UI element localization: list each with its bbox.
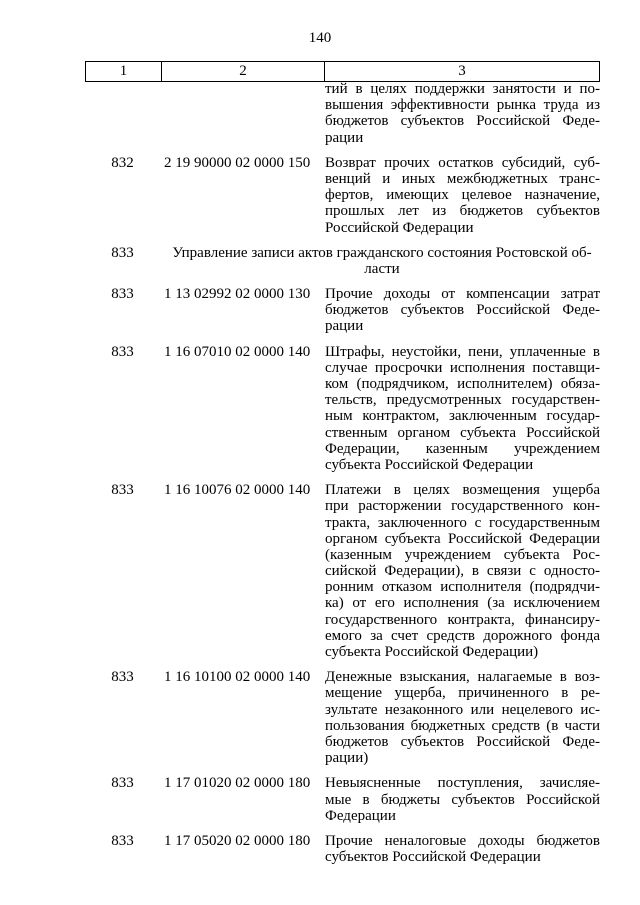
table-body: [85, 81, 600, 865]
description-line: Федерации: [325, 807, 396, 824]
description-line: бюджетов субъектов Российской Феде-: [325, 113, 600, 130]
description-line: случае просрочки исполнения поставщи-: [325, 359, 600, 376]
description-line: тий в целях поддержки занятости и по-: [325, 81, 600, 97]
page-number: 140: [308, 30, 332, 46]
budget-code-cell: 2 19 90000 02 0000 150: [164, 154, 311, 171]
description-line: Федерации, казенным учреждением: [325, 440, 600, 457]
budget-code-cell: 1 16 10076 02 0000 140: [164, 482, 311, 499]
description-line: прошлых лет из бюджетов субъектов: [325, 203, 600, 220]
description-line: тракта, заключенного с государственным: [325, 514, 600, 531]
description-line: пользования бюджетных средств (в части: [325, 717, 600, 734]
description-line: рации: [325, 129, 364, 146]
budget-code-cell: 1 17 01020 02 0000 180: [164, 775, 311, 792]
description-line: емого за счет средств дорожного фонда: [325, 627, 600, 644]
description-line: бюджетов субъектов Российской Феде-: [325, 302, 600, 319]
budget-code-cell: 1 13 02992 02 0000 130: [164, 286, 311, 303]
description-cell: [322, 286, 600, 335]
table-row: [85, 482, 600, 660]
section-title-line: ласти: [364, 260, 400, 277]
admin-code-cell: 832: [111, 154, 134, 171]
description-line: субъектов Российской Федерации: [325, 849, 541, 866]
section-row: [85, 245, 600, 277]
description-line: тельств, предусмотренных государствен-: [325, 392, 600, 409]
header-col-2: 2: [162, 62, 325, 82]
admin-code-cell: 833: [111, 775, 134, 792]
description-line: венций и иных межбюджетных транс-: [325, 170, 600, 187]
description-line: рации): [325, 750, 369, 767]
description-line: Невыясненные поступления, зачисляе-: [325, 775, 600, 792]
description-line: государственного контракта, финансиру-: [325, 611, 600, 628]
description-line: Прочие доходы от компенсации затрат: [325, 286, 600, 303]
description-line: вышения эффективности рынка труда из: [325, 97, 600, 114]
description-line: Платежи в целях возмещения ущерба: [325, 482, 600, 499]
description-line: ственным органом субъекта Российской: [325, 424, 600, 441]
description-cell: [322, 669, 600, 766]
description-line: Штрафы, неустойки, пени, уплаченные в: [325, 343, 600, 360]
budget-code-cell: 1 16 10100 02 0000 140: [164, 669, 311, 686]
description-line: мые в бюджеты субъектов Российской: [325, 791, 600, 808]
description-line: Денежные взыскания, налагаемые в воз-: [325, 669, 600, 686]
description-line: Возврат прочих остатков субсидий, суб-: [325, 154, 600, 171]
table-row: [85, 344, 600, 474]
description-line: субъекта Российской Федерации: [325, 456, 534, 473]
table-row: [85, 155, 600, 236]
description-line: ком (подрядчиком, исполнителем) обяза-: [325, 376, 600, 392]
budget-code-cell: 1 16 07010 02 0000 140: [164, 343, 311, 360]
budget-code-cell: 1 17 05020 02 0000 180: [164, 832, 311, 849]
admin-code-cell: 833: [111, 832, 134, 849]
description-cell: [322, 344, 600, 474]
header-col-1: 1: [86, 62, 162, 82]
description-line: рации: [325, 318, 364, 335]
table-row-continuation: [85, 81, 600, 146]
description-line: ка) от его исполнения (за исключением: [325, 595, 600, 612]
description-line: фертов, имеющих целевое назначение,: [325, 187, 600, 204]
description-line: ным контрактом, заключенным государ-: [325, 408, 600, 425]
description-line: зультате незаконного или нецелевого ис-: [325, 701, 600, 718]
admin-code-cell: 833: [111, 482, 134, 499]
description-cell: [322, 833, 600, 865]
section-title-line: Управление записи актов гражданского состояния Ростовской об-: [172, 244, 592, 261]
admin-code-cell: 833: [111, 669, 134, 686]
admin-code-cell: 833: [111, 286, 134, 303]
budget-code-cell: [160, 81, 322, 146]
admin-code-cell: 833: [111, 244, 134, 261]
admin-code-cell: [85, 81, 160, 146]
description-line: сийской Федерации), в связи с односто-: [325, 563, 600, 580]
description-line: Российской Федерации: [325, 219, 474, 236]
table-row: [85, 286, 600, 335]
description-line: (казенным учреждением субъекта Рос-: [325, 546, 600, 563]
description-cell: [322, 155, 600, 236]
description-cell: [322, 775, 600, 824]
description-line: органом субъекта Российской Федерации: [325, 530, 600, 547]
description-line: ронним отказом исполнителя (подрядчи-: [325, 579, 600, 596]
description-line: мещение ущерба, причиненного в ре-: [325, 685, 600, 702]
description-line: при расторжении государственного кон-: [325, 498, 600, 515]
table-row: [85, 833, 600, 865]
header-col-3: 3: [325, 62, 600, 82]
description-cell: [322, 482, 600, 660]
table-row: [85, 669, 600, 766]
description-line: Прочие неналоговые доходы бюджетов: [325, 832, 600, 849]
description-line: бюджетов субъектов Российской Феде-: [325, 733, 600, 750]
description-cell: [322, 81, 600, 146]
description-line: субъекта Российской Федерации): [325, 644, 539, 660]
table-row: [85, 775, 600, 824]
table-header: [85, 61, 600, 82]
section-title: [160, 245, 600, 277]
admin-code-cell: 833: [111, 343, 134, 360]
